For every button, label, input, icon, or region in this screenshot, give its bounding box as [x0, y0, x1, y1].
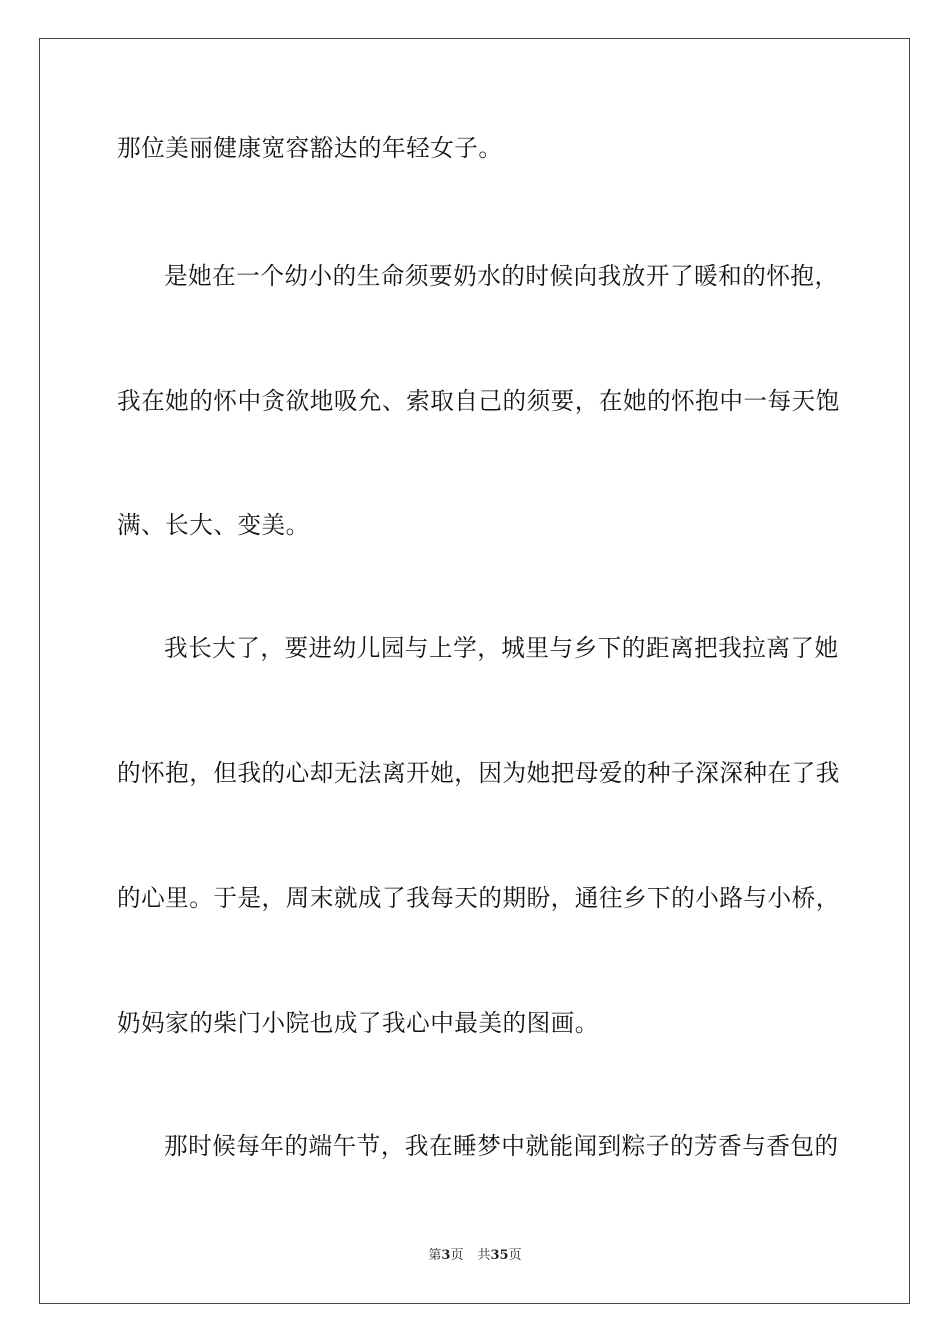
body-text-line: 我在她的怀中贪欲地吸允、索取自己的须要，在她的怀抱中一每天饱 [117, 387, 840, 415]
body-text-line: 那位美丽健康宽容豁达的年轻女子。 [117, 134, 503, 162]
body-text-line: 我长大了，要进幼儿园与上学，城里与乡下的距离把我拉离了她 [164, 634, 839, 662]
body-text-line: 奶妈家的柴门小院也成了我心中最美的图画。 [117, 1009, 599, 1037]
page-number: 第3页 [428, 1248, 464, 1263]
body-text-line: 那时候每年的端午节，我在睡梦中就能闻到粽子的芳香与香包的 [164, 1132, 839, 1160]
body-text-line: 的心里。于是，周末就成了我每天的期盼，通往乡下的小路与小桥， [117, 884, 840, 912]
body-text-line: 是她在一个幼小的生命须要奶水的时候向我放开了暖和的怀抱， [164, 262, 839, 290]
page-total: 共35页 [477, 1248, 522, 1263]
body-text-line: 满、长大、变美。 [117, 511, 310, 539]
page-footer [0, 1247, 950, 1265]
page-border [39, 38, 910, 1304]
body-text-line: 的怀抱，但我的心却无法离开她，因为她把母爱的种子深深种在了我 [117, 759, 840, 787]
